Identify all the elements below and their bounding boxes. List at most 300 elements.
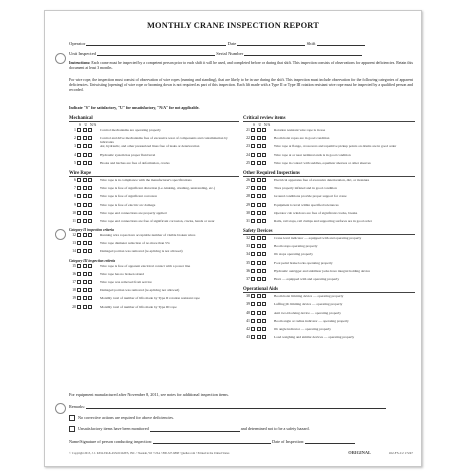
item-number: 35 bbox=[246, 260, 250, 265]
rating-na-checkbox[interactable] bbox=[88, 153, 92, 157]
rating-s-checkbox[interactable] bbox=[77, 288, 81, 292]
checklist-item bbox=[69, 186, 239, 194]
rating-u-checkbox[interactable] bbox=[83, 288, 87, 292]
rating-na-checkbox[interactable] bbox=[262, 252, 266, 256]
rating-u-checkbox[interactable] bbox=[257, 319, 261, 323]
monitored-label: Unsatisfactory items have been monitored bbox=[78, 426, 149, 431]
checklist-item bbox=[69, 211, 239, 219]
rating-s-checkbox[interactable] bbox=[77, 203, 81, 207]
item-number: 10 bbox=[72, 210, 76, 215]
item-description: Boom hoist limiting device — operating properly bbox=[274, 294, 344, 299]
rating-na-checkbox[interactable] bbox=[88, 144, 92, 148]
rating-checkboxes bbox=[77, 203, 98, 207]
operator-row bbox=[69, 41, 413, 46]
item-number: 32 bbox=[246, 236, 250, 241]
checklist-item bbox=[69, 249, 239, 257]
date-field[interactable] bbox=[237, 45, 305, 46]
rating-na-checkbox[interactable] bbox=[262, 236, 266, 240]
inspection-date-field[interactable] bbox=[305, 443, 355, 444]
item-description: Wire rope has no broken strand bbox=[100, 271, 144, 276]
item-description: Foot pedal brake locks operating properly bbox=[274, 260, 333, 265]
rating-na-checkbox[interactable] bbox=[262, 311, 266, 315]
rating-u-checkbox[interactable] bbox=[257, 311, 261, 315]
rating-na-checkbox[interactable] bbox=[262, 261, 266, 265]
rating-s-checkbox[interactable] bbox=[251, 194, 255, 198]
item-description: Hydraulic system has proper fluid level bbox=[100, 152, 156, 157]
item-description: Horn — equipped with and operating properly bbox=[274, 277, 340, 281]
checklist-item bbox=[69, 280, 239, 288]
item-description: Wire rope diameter reduction of no more than 5% bbox=[100, 241, 170, 246]
rating-na-checkbox[interactable] bbox=[88, 264, 92, 268]
date-label: Date bbox=[227, 41, 237, 46]
item-description: Ground conditions provide proper support for crane bbox=[274, 194, 347, 199]
rating-na-checkbox[interactable] bbox=[262, 128, 266, 132]
rating-checkboxes bbox=[251, 252, 272, 256]
item-number: 12 bbox=[72, 233, 76, 238]
rating-checkboxes bbox=[251, 161, 272, 165]
binder-hole bbox=[55, 229, 66, 240]
rating-u-checkbox[interactable] bbox=[83, 203, 87, 207]
signature-row bbox=[69, 439, 413, 444]
item-description: Boom hoist ropes are in good condition bbox=[274, 136, 330, 141]
rating-na-checkbox[interactable] bbox=[262, 161, 266, 165]
rating-s-checkbox[interactable] bbox=[77, 211, 81, 215]
rating-u-checkbox[interactable] bbox=[83, 305, 87, 309]
rating-s-checkbox[interactable] bbox=[77, 194, 81, 198]
rating-u-checkbox[interactable] bbox=[257, 136, 261, 140]
rating-u-checkbox[interactable] bbox=[257, 194, 261, 198]
no-action-checkbox[interactable] bbox=[69, 415, 75, 421]
rating-s-checkbox[interactable] bbox=[251, 252, 255, 256]
checklist-item bbox=[69, 194, 239, 202]
copyright-line bbox=[69, 451, 413, 455]
original-marker: ORIGINAL bbox=[348, 450, 371, 455]
rating-u-checkbox[interactable] bbox=[257, 269, 261, 273]
monitored-checkbox[interactable] bbox=[69, 426, 75, 432]
rating-u-checkbox[interactable] bbox=[257, 161, 261, 165]
checklist-item bbox=[69, 233, 239, 241]
checklist-item bbox=[243, 302, 415, 310]
rating-u-checkbox[interactable] bbox=[83, 219, 87, 223]
rating-na-checkbox[interactable] bbox=[88, 305, 92, 309]
rating-u-checkbox[interactable] bbox=[83, 241, 87, 245]
rating-na-checkbox[interactable] bbox=[88, 288, 92, 292]
instructions-para-1 bbox=[69, 61, 413, 71]
checklist-item bbox=[243, 186, 415, 194]
rating-u-checkbox[interactable] bbox=[257, 144, 261, 148]
rating-s-checkbox[interactable] bbox=[251, 161, 255, 165]
binder-hole bbox=[55, 403, 66, 414]
rating-checkboxes bbox=[251, 219, 272, 223]
rating-s-checkbox[interactable] bbox=[251, 327, 255, 331]
item-number: 5 bbox=[74, 160, 76, 165]
item-number: 15 bbox=[72, 263, 76, 268]
rating-na-checkbox[interactable] bbox=[88, 136, 92, 140]
rating-s-checkbox[interactable] bbox=[77, 136, 81, 140]
rating-u-checkbox[interactable] bbox=[257, 294, 261, 298]
remarks-field[interactable] bbox=[86, 408, 386, 409]
item-description: Hydraulic outrigger and stabilizer jacks have integral holding device bbox=[274, 268, 371, 273]
item-description: Boom stops operating properly bbox=[274, 244, 318, 249]
rating-checkboxes bbox=[251, 236, 272, 240]
rating-na-checkbox[interactable] bbox=[88, 241, 92, 245]
rating-u-checkbox[interactable] bbox=[83, 194, 87, 198]
rating-na-checkbox[interactable] bbox=[262, 335, 266, 339]
checklist-item bbox=[243, 294, 415, 302]
item-description: Monthly total of number of lifts made by Type III rope bbox=[100, 304, 177, 309]
rating-s-checkbox[interactable] bbox=[77, 280, 81, 284]
rating-s-checkbox[interactable] bbox=[251, 211, 255, 215]
rating-checkboxes bbox=[251, 311, 272, 315]
rating-u-checkbox[interactable] bbox=[257, 178, 261, 182]
item-description: Operator cab windows are free of significant cracks, breaks bbox=[274, 210, 358, 215]
rating-column-header: S bbox=[79, 123, 81, 127]
checklist-item bbox=[243, 203, 415, 211]
rating-na-checkbox[interactable] bbox=[262, 219, 266, 223]
item-number: 3 bbox=[74, 144, 76, 149]
item-number: 27 bbox=[246, 186, 250, 191]
rating-s-checkbox[interactable] bbox=[77, 144, 81, 148]
rating-checkboxes bbox=[77, 241, 98, 245]
item-number: 18 bbox=[72, 288, 76, 293]
checklist-item bbox=[69, 288, 239, 296]
rating-na-checkbox[interactable] bbox=[88, 128, 92, 132]
rating-u-checkbox[interactable] bbox=[83, 161, 87, 165]
rating-s-checkbox[interactable] bbox=[251, 186, 255, 190]
item-number: 36 bbox=[246, 268, 250, 273]
checklist-item bbox=[69, 219, 239, 227]
rating-na-checkbox[interactable] bbox=[262, 294, 266, 298]
item-description: Wire rope is in compliance with the manufacturer's specifications bbox=[100, 177, 192, 182]
item-number: 4 bbox=[74, 152, 76, 157]
rating-checkboxes bbox=[251, 153, 272, 157]
rating-s-checkbox[interactable] bbox=[251, 311, 255, 315]
rating-s-checkbox[interactable] bbox=[77, 161, 81, 165]
checklist-item bbox=[243, 277, 415, 285]
item-number: 22 bbox=[246, 136, 250, 141]
item-description: Rails, rail stops, rail clamps and supporting surfaces are in good order bbox=[274, 218, 372, 223]
item-description: Wire rope at or near terminal ends is in good condition bbox=[274, 152, 351, 157]
rating-checkboxes bbox=[251, 302, 272, 306]
signature-field[interactable] bbox=[153, 443, 271, 444]
item-number: 17 bbox=[72, 280, 76, 284]
rating-checkboxes bbox=[251, 277, 272, 281]
rating-u-checkbox[interactable] bbox=[257, 153, 261, 157]
rating-s-checkbox[interactable] bbox=[77, 264, 81, 268]
checklist-item bbox=[243, 178, 415, 186]
rating-u-checkbox[interactable] bbox=[257, 186, 261, 190]
rating-na-checkbox[interactable] bbox=[262, 203, 266, 207]
rating-na-checkbox[interactable] bbox=[88, 194, 92, 198]
rating-checkboxes bbox=[77, 219, 98, 223]
item-number: 7 bbox=[74, 186, 76, 191]
rating-na-checkbox[interactable] bbox=[88, 186, 92, 190]
rating-s-checkbox[interactable] bbox=[251, 319, 255, 323]
serial-number-field[interactable] bbox=[244, 55, 362, 56]
rating-u-checkbox[interactable] bbox=[257, 219, 261, 223]
rating-na-checkbox[interactable] bbox=[88, 211, 92, 215]
item-number: 40 bbox=[246, 310, 250, 315]
rating-u-checkbox[interactable] bbox=[257, 327, 261, 331]
unit-inspected-label: Unit Inspected bbox=[69, 51, 96, 56]
rating-na-checkbox[interactable] bbox=[262, 302, 266, 306]
instructions-text: Each crane must be inspected by a competent person prior to each shift it will be used, and completed before or during that shift. This inspection consists of observations for apparent deficiencies. Retain this document at least 3 months. bbox=[69, 61, 413, 70]
section-heading: Other Required Inspections bbox=[243, 171, 415, 177]
rating-s-checkbox[interactable] bbox=[77, 178, 81, 182]
rating-na-checkbox[interactable] bbox=[262, 244, 266, 248]
item-number: 29 bbox=[246, 202, 250, 207]
rating-u-checkbox[interactable] bbox=[257, 261, 261, 265]
rating-checkboxes bbox=[77, 153, 98, 157]
serial-number-label: Serial Number bbox=[216, 51, 244, 56]
rating-checkboxes bbox=[77, 288, 98, 292]
remarks-row bbox=[69, 404, 413, 409]
unit-row bbox=[69, 51, 413, 56]
item-number: 25 bbox=[246, 160, 250, 165]
section-heading: Category II inspection criteria bbox=[69, 228, 114, 233]
section-heading: Operational Aids bbox=[243, 287, 415, 293]
rating-na-checkbox[interactable] bbox=[262, 269, 266, 273]
no-action-option[interactable] bbox=[69, 415, 413, 421]
section-heading: Wire Rope bbox=[69, 171, 239, 177]
item-description: Load weighing and similar devices — operating properly bbox=[274, 335, 355, 340]
checklist-item bbox=[243, 269, 415, 277]
checklist-item bbox=[243, 219, 415, 227]
rating-u-checkbox[interactable] bbox=[257, 128, 261, 132]
checklist-item bbox=[69, 128, 239, 136]
rating-checkboxes bbox=[251, 144, 272, 148]
item-number: 26 bbox=[246, 177, 250, 182]
rating-na-checkbox[interactable] bbox=[88, 296, 92, 300]
instructions-para-2: For wire rope, the inspection must consist of observation of wire ropes (running and standing), that are likely to be in use during the shift. This inspection must include observation for the following categories of apparent deficiencies. Untwisting (opening) of wire rope or booming down is not required as part of this inspection. Each lift made with a Type II or Type III rotation resistant wire rope must be inspected by a qualified person and recorded. bbox=[69, 78, 413, 92]
rating-column-header: U bbox=[258, 123, 262, 127]
shift-field[interactable] bbox=[317, 45, 365, 46]
checklist-item bbox=[69, 296, 239, 304]
rating-u-checkbox[interactable] bbox=[83, 233, 87, 237]
rating-u-checkbox[interactable] bbox=[83, 136, 87, 140]
rating-checkboxes bbox=[251, 128, 272, 132]
rating-checkboxes bbox=[77, 280, 98, 284]
item-description: Wire rope end connections are free of significant corrosion, cracks, bends or wear bbox=[100, 218, 215, 223]
rating-column-header: S bbox=[253, 123, 255, 127]
rating-s-checkbox[interactable] bbox=[251, 302, 255, 306]
checklist-item bbox=[243, 335, 415, 343]
item-description: Luffing jib limiting device — operating properly bbox=[274, 302, 343, 307]
checklist-item bbox=[243, 244, 415, 252]
rating-na-checkbox[interactable] bbox=[262, 277, 266, 281]
checklist-item bbox=[243, 319, 415, 327]
rating-s-checkbox[interactable] bbox=[77, 128, 81, 132]
no-action-label: No corrective actions are required for above deficiencies. bbox=[78, 415, 175, 420]
rating-na-checkbox[interactable] bbox=[262, 211, 266, 215]
rating-u-checkbox[interactable] bbox=[257, 236, 261, 240]
rating-u-checkbox[interactable] bbox=[257, 244, 261, 248]
rating-na-checkbox[interactable] bbox=[262, 136, 266, 140]
rating-u-checkbox[interactable] bbox=[257, 335, 261, 339]
item-number: 9 bbox=[74, 202, 76, 207]
rating-u-checkbox[interactable] bbox=[257, 302, 261, 306]
rating-na-checkbox[interactable] bbox=[262, 327, 266, 331]
rating-na-checkbox[interactable] bbox=[262, 178, 266, 182]
item-description: Control and drive mechanisms free of excessive wear of components and contamination by lubricants bbox=[100, 136, 228, 145]
rating-s-checkbox[interactable] bbox=[251, 335, 255, 339]
item-description: Monthly total of number of lifts made by Type II rotation resistant rope bbox=[100, 296, 200, 301]
rating-s-checkbox[interactable] bbox=[251, 144, 255, 148]
checklist-item bbox=[243, 261, 415, 269]
item-description: Anti two-blocking device — operating properly bbox=[274, 310, 341, 315]
rating-checkboxes bbox=[77, 136, 98, 140]
rating-s-checkbox[interactable] bbox=[77, 186, 81, 190]
rating-checkboxes bbox=[77, 144, 98, 148]
rating-s-checkbox[interactable] bbox=[77, 296, 81, 300]
item-number: 14 bbox=[72, 249, 76, 254]
rating-s-checkbox[interactable] bbox=[251, 261, 255, 265]
rating-na-checkbox[interactable] bbox=[88, 219, 92, 223]
item-description: Air, hydraulic, and other pressurized lines free of leaks or deterioration bbox=[100, 144, 200, 149]
rating-na-checkbox[interactable] bbox=[262, 319, 266, 323]
inspection-date-label: Date of Inspection: bbox=[272, 439, 305, 444]
rating-checkboxes bbox=[77, 233, 98, 237]
item-number: 28 bbox=[246, 194, 250, 199]
item-number: 19 bbox=[72, 296, 76, 301]
rating-column-header: N/A bbox=[264, 123, 271, 127]
operator-field[interactable] bbox=[86, 45, 226, 46]
rating-s-checkbox[interactable] bbox=[251, 236, 255, 240]
rating-key: Indicate "S" for satisfactory, "U" for unsatisfactory, "N/A" for not applicable. bbox=[69, 106, 200, 110]
rating-s-checkbox[interactable] bbox=[251, 277, 255, 281]
rating-s-checkbox[interactable] bbox=[77, 219, 81, 223]
item-number: 38 bbox=[246, 294, 250, 299]
checklist-item bbox=[69, 178, 239, 186]
rating-na-checkbox[interactable] bbox=[88, 161, 92, 165]
rating-na-checkbox[interactable] bbox=[88, 233, 92, 237]
rating-checkboxes bbox=[251, 261, 272, 265]
rating-checkboxes bbox=[251, 178, 272, 182]
item-description: Equipment is level within specified tolerances bbox=[274, 202, 339, 207]
rating-s-checkbox[interactable] bbox=[251, 219, 255, 223]
rating-u-checkbox[interactable] bbox=[83, 128, 87, 132]
rating-u-checkbox[interactable] bbox=[257, 252, 261, 256]
rating-s-checkbox[interactable] bbox=[77, 249, 81, 253]
rating-s-checkbox[interactable] bbox=[77, 305, 81, 309]
rating-na-checkbox[interactable] bbox=[262, 153, 266, 157]
checklist-item bbox=[243, 128, 415, 136]
remarks-label: Remarks: bbox=[69, 404, 86, 409]
checklist-item bbox=[69, 203, 239, 211]
item-number: 34 bbox=[246, 252, 250, 257]
rating-u-checkbox[interactable] bbox=[83, 178, 87, 182]
rating-na-checkbox[interactable] bbox=[88, 203, 92, 207]
rating-u-checkbox[interactable] bbox=[257, 211, 261, 215]
monitored-option[interactable] bbox=[69, 426, 413, 432]
checklist-item bbox=[243, 153, 415, 161]
checklist-item bbox=[69, 136, 239, 144]
rating-u-checkbox[interactable] bbox=[83, 211, 87, 215]
rating-u-checkbox[interactable] bbox=[257, 203, 261, 207]
item-number: 31 bbox=[246, 218, 250, 223]
checklist-item bbox=[243, 311, 415, 319]
rating-s-checkbox[interactable] bbox=[251, 203, 255, 207]
item-number: 42 bbox=[246, 326, 250, 331]
rating-u-checkbox[interactable] bbox=[83, 296, 87, 300]
rating-checkboxes bbox=[251, 244, 272, 248]
item-number: 1 bbox=[74, 128, 76, 132]
rating-checkboxes bbox=[77, 161, 98, 165]
item-description: Wire rope was removed from service bbox=[100, 280, 152, 284]
rating-s-checkbox[interactable] bbox=[77, 272, 81, 276]
rating-checkboxes bbox=[77, 194, 98, 198]
rating-u-checkbox[interactable] bbox=[83, 272, 87, 276]
unit-inspected-field[interactable] bbox=[97, 55, 215, 56]
checklist-item bbox=[69, 153, 239, 161]
inspection-form-sheet bbox=[44, 10, 422, 467]
section-heading: Critical review items bbox=[243, 116, 415, 122]
item-number: 43 bbox=[246, 335, 250, 340]
rating-checkboxes bbox=[251, 294, 272, 298]
rating-s-checkbox[interactable] bbox=[251, 136, 255, 140]
rating-s-checkbox[interactable] bbox=[251, 178, 255, 182]
rating-na-checkbox[interactable] bbox=[88, 249, 92, 253]
rating-na-checkbox[interactable] bbox=[262, 144, 266, 148]
rating-s-checkbox[interactable] bbox=[77, 233, 81, 237]
rating-s-checkbox[interactable] bbox=[77, 153, 81, 157]
operator-label: Operator bbox=[69, 41, 86, 46]
rating-na-checkbox[interactable] bbox=[262, 186, 266, 190]
rating-s-checkbox[interactable] bbox=[77, 241, 81, 245]
rating-checkboxes bbox=[251, 194, 272, 198]
rating-u-checkbox[interactable] bbox=[83, 264, 87, 268]
rating-s-checkbox[interactable] bbox=[251, 153, 255, 157]
rating-checkboxes bbox=[251, 327, 272, 331]
rating-checkboxes bbox=[77, 249, 98, 253]
binder-hole bbox=[55, 53, 66, 64]
rating-u-checkbox[interactable] bbox=[83, 186, 87, 190]
rating-u-checkbox[interactable] bbox=[83, 153, 87, 157]
item-description: Electrical apparatus free of excessive deterioration, dirt, or moisture bbox=[274, 177, 370, 182]
item-number: 41 bbox=[246, 318, 250, 323]
monitored-field[interactable] bbox=[150, 431, 240, 432]
rating-column-header: N/A bbox=[90, 123, 97, 127]
checklist-item bbox=[243, 194, 415, 202]
rating-na-checkbox[interactable] bbox=[262, 194, 266, 198]
rating-na-checkbox[interactable] bbox=[88, 272, 92, 276]
rating-s-checkbox[interactable] bbox=[251, 269, 255, 273]
rating-checkboxes bbox=[77, 186, 98, 190]
rating-s-checkbox[interactable] bbox=[251, 294, 255, 298]
rating-column-headers bbox=[69, 123, 239, 127]
rating-s-checkbox[interactable] bbox=[251, 128, 255, 132]
rating-checkboxes bbox=[77, 128, 98, 132]
rating-checkboxes bbox=[251, 203, 272, 207]
rating-s-checkbox[interactable] bbox=[251, 244, 255, 248]
item-number: 37 bbox=[246, 277, 250, 281]
rating-u-checkbox[interactable] bbox=[257, 277, 261, 281]
section-heading: Mechanical bbox=[69, 116, 239, 122]
item-description: Wire rope in contact with saddles, equalizer sheaves or other sheaves bbox=[274, 160, 371, 165]
rating-u-checkbox[interactable] bbox=[83, 144, 87, 148]
item-description: Damaged portion was removed (re-splicing not allowed) bbox=[100, 288, 180, 293]
rating-u-checkbox[interactable] bbox=[83, 280, 87, 284]
rating-u-checkbox[interactable] bbox=[83, 249, 87, 253]
item-number: 20 bbox=[72, 304, 76, 309]
item-description: Wire rope is free of electric arc damage bbox=[100, 202, 156, 207]
rating-checkboxes bbox=[251, 335, 272, 339]
rating-na-checkbox[interactable] bbox=[88, 178, 92, 182]
rating-checkboxes bbox=[77, 296, 98, 300]
rating-na-checkbox[interactable] bbox=[88, 280, 92, 284]
checklist-item bbox=[69, 241, 239, 249]
item-description: Crane level indicator — equipped with and operating properly bbox=[274, 236, 362, 241]
